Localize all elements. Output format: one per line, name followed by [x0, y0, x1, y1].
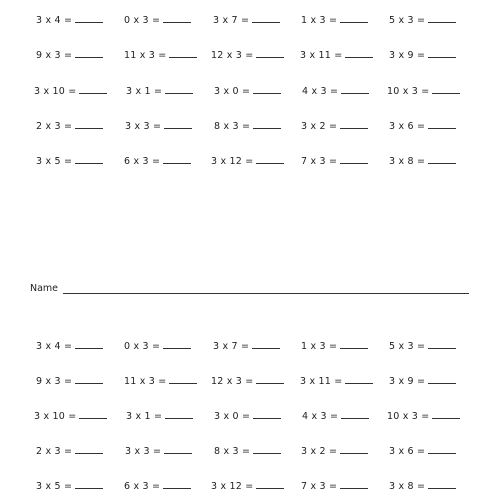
problem-text: 5 x 3 = [389, 341, 426, 352]
answer-blank[interactable] [253, 444, 281, 454]
problem-text: 3 x 8 = [389, 481, 426, 492]
problem-text: 0 x 3 = [124, 341, 161, 352]
answer-blank[interactable] [253, 84, 281, 94]
problem-text: 3 x 3 = [125, 121, 162, 132]
problem-row [0, 154, 500, 168]
problem-text: 3 x 7 = [213, 15, 250, 26]
problem-cell [389, 154, 456, 168]
problem-text: 12 x 3 = [211, 50, 254, 61]
problem-cell [389, 339, 456, 353]
problem-cell [125, 444, 192, 458]
problem-cell [301, 13, 368, 27]
problem-cell [389, 119, 456, 133]
problem-text: 6 x 3 = [124, 156, 161, 167]
problem-cell [36, 339, 103, 353]
answer-blank[interactable] [432, 84, 460, 94]
problem-text: 1 x 3 = [301, 341, 338, 352]
problem-cell [124, 48, 197, 62]
problem-cell [125, 119, 192, 133]
problem-text: 3 x 9 = [389, 50, 426, 61]
problem-text: 3 x 3 = [125, 446, 162, 457]
problem-text: 9 x 3 = [36, 376, 73, 387]
problem-text: 3 x 4 = [36, 341, 73, 352]
answer-blank[interactable] [341, 84, 369, 94]
problem-cell [36, 13, 103, 27]
answer-blank[interactable] [428, 119, 456, 129]
problem-cell [34, 409, 107, 423]
answer-blank[interactable] [164, 119, 192, 129]
problem-cell [301, 339, 368, 353]
problem-cell [301, 119, 368, 133]
problem-row [0, 479, 500, 493]
problem-cell [300, 48, 373, 62]
problem-cell [389, 479, 456, 493]
problem-text: 0 x 3 = [124, 15, 161, 26]
answer-blank[interactable] [340, 13, 368, 23]
answer-blank[interactable] [256, 48, 284, 58]
answer-blank[interactable] [428, 13, 456, 23]
answer-blank[interactable] [252, 339, 280, 349]
answer-blank[interactable] [163, 479, 191, 489]
answer-blank[interactable] [340, 444, 368, 454]
problem-text: 3 x 11 = [300, 50, 343, 61]
problem-cell [124, 13, 191, 27]
answer-blank[interactable] [75, 444, 103, 454]
problem-text: 7 x 3 = [301, 481, 338, 492]
problem-cell [387, 409, 460, 423]
answer-blank[interactable] [253, 409, 281, 419]
problem-text: 3 x 1 = [126, 411, 163, 422]
problem-cell [213, 339, 280, 353]
problem-text: 7 x 3 = [301, 156, 338, 167]
problem-text: 8 x 3 = [214, 121, 251, 132]
problem-cell [34, 84, 107, 98]
problem-text: 3 x 1 = [126, 86, 163, 97]
problem-text: 3 x 11 = [300, 376, 343, 387]
answer-blank[interactable] [432, 409, 460, 419]
answer-blank[interactable] [340, 339, 368, 349]
problem-cell [389, 13, 456, 27]
answer-blank[interactable] [165, 84, 193, 94]
answer-blank[interactable] [256, 479, 284, 489]
answer-blank[interactable] [428, 48, 456, 58]
problem-text: 8 x 3 = [214, 446, 251, 457]
problem-cell [213, 13, 280, 27]
problem-text: 3 x 0 = [214, 86, 251, 97]
problem-text: 9 x 3 = [36, 50, 73, 61]
problem-cell [214, 119, 281, 133]
answer-blank[interactable] [163, 13, 191, 23]
problem-text: 10 x 3 = [387, 411, 430, 422]
problem-text: 11 x 3 = [124, 376, 167, 387]
problem-text: 3 x 6 = [389, 121, 426, 132]
answer-blank[interactable] [345, 48, 373, 58]
problem-cell [301, 154, 368, 168]
problem-cell [389, 374, 456, 388]
answer-blank[interactable] [163, 154, 191, 164]
problem-text: 6 x 3 = [124, 481, 161, 492]
problem-text: 1 x 3 = [301, 15, 338, 26]
problem-row [0, 339, 500, 353]
problem-cell [300, 374, 373, 388]
problem-cell [36, 154, 103, 168]
problem-text: 12 x 3 = [211, 376, 254, 387]
answer-blank[interactable] [79, 409, 107, 419]
problem-text: 3 x 12 = [211, 481, 254, 492]
problem-row [0, 84, 500, 98]
answer-blank[interactable] [164, 444, 192, 454]
answer-blank[interactable] [340, 119, 368, 129]
problem-cell [214, 409, 281, 423]
answer-blank[interactable] [253, 119, 281, 129]
answer-blank[interactable] [75, 479, 103, 489]
problem-cell [214, 444, 281, 458]
answer-blank[interactable] [75, 48, 103, 58]
answer-blank[interactable] [75, 119, 103, 129]
problem-cell [302, 84, 369, 98]
answer-blank[interactable] [428, 479, 456, 489]
answer-blank[interactable] [345, 374, 373, 384]
problem-row [0, 374, 500, 388]
answer-blank[interactable] [75, 13, 103, 23]
problem-cell [36, 479, 103, 493]
problem-text: 3 x 10 = [34, 411, 77, 422]
problem-text: 3 x 4 = [36, 15, 73, 26]
answer-blank[interactable] [256, 154, 284, 164]
problem-cell [389, 48, 456, 62]
answer-blank[interactable] [340, 479, 368, 489]
problem-cell [301, 444, 368, 458]
problem-cell [211, 154, 284, 168]
answer-blank[interactable] [428, 154, 456, 164]
problem-cell [302, 409, 369, 423]
problem-text: 5 x 3 = [389, 15, 426, 26]
problem-cell [211, 479, 284, 493]
problem-text: 10 x 3 = [387, 86, 430, 97]
problem-text: 3 x 0 = [214, 411, 251, 422]
name-field[interactable] [30, 283, 470, 297]
problem-cell [211, 374, 284, 388]
problem-cell [124, 374, 197, 388]
answer-blank[interactable] [428, 374, 456, 384]
problem-cell [36, 48, 103, 62]
answer-blank[interactable] [75, 374, 103, 384]
problem-row [0, 444, 500, 458]
problem-text: 3 x 10 = [34, 86, 77, 97]
problem-text: 4 x 3 = [302, 86, 339, 97]
problem-cell [211, 48, 284, 62]
problem-cell [126, 409, 193, 423]
problem-cell [124, 154, 191, 168]
problem-cell [36, 374, 103, 388]
answer-blank[interactable] [340, 154, 368, 164]
problem-text: 3 x 2 = [301, 446, 338, 457]
answer-blank[interactable] [169, 48, 197, 58]
problem-text: 3 x 7 = [213, 341, 250, 352]
problem-cell [124, 339, 191, 353]
problem-cell [387, 84, 460, 98]
problem-row [0, 48, 500, 62]
problem-text: 3 x 5 = [36, 156, 73, 167]
answer-blank[interactable] [163, 339, 191, 349]
problem-cell [124, 479, 191, 493]
name-underline [63, 293, 469, 294]
problem-cell [389, 444, 456, 458]
answer-blank[interactable] [165, 409, 193, 419]
problem-cell [301, 479, 368, 493]
problem-text: 3 x 6 = [389, 446, 426, 457]
problem-text: 3 x 2 = [301, 121, 338, 132]
answer-blank[interactable] [75, 154, 103, 164]
answer-blank[interactable] [252, 13, 280, 23]
answer-blank[interactable] [75, 339, 103, 349]
problem-text: 2 x 3 = [36, 121, 73, 132]
problem-text: 4 x 3 = [302, 411, 339, 422]
problem-text: 11 x 3 = [124, 50, 167, 61]
name-label: Name [30, 283, 59, 294]
answer-blank[interactable] [169, 374, 197, 384]
answer-blank[interactable] [428, 339, 456, 349]
problem-text: 3 x 9 = [389, 376, 426, 387]
problem-cell [36, 444, 103, 458]
problem-cell [126, 84, 193, 98]
problem-text: 2 x 3 = [36, 446, 73, 457]
problem-text: 3 x 12 = [211, 156, 254, 167]
answer-blank[interactable] [79, 84, 107, 94]
problem-row [0, 119, 500, 133]
problem-text: 3 x 8 = [389, 156, 426, 167]
problem-row [0, 409, 500, 423]
answer-blank[interactable] [341, 409, 369, 419]
problem-cell [36, 119, 103, 133]
answer-blank[interactable] [428, 444, 456, 454]
problem-row [0, 13, 500, 27]
problem-cell [214, 84, 281, 98]
answer-blank[interactable] [256, 374, 284, 384]
problem-text: 3 x 5 = [36, 481, 73, 492]
